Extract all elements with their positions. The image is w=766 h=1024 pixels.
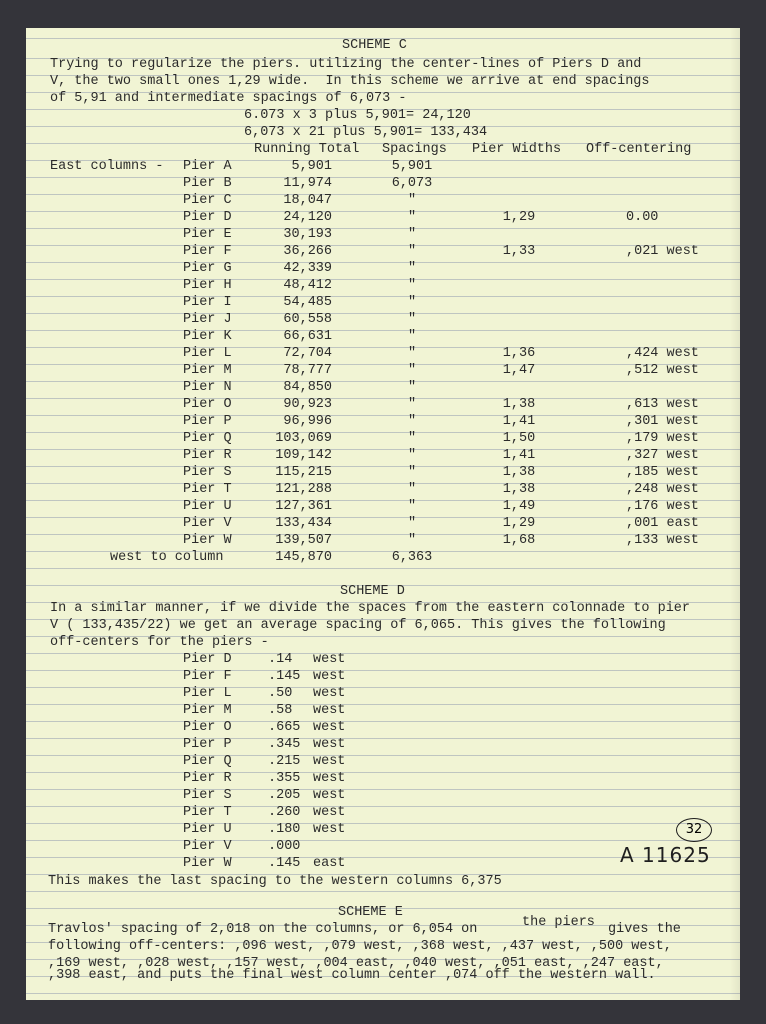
catalog-number: A 11625 [620, 843, 711, 867]
scheme-c-running-total: 90,923 [283, 397, 332, 412]
scheme-d-pier-name: Pier O [183, 720, 232, 735]
scheme-c-off-centering: ,185 west [626, 465, 699, 480]
scheme-c-pier-width: 1,29 [502, 210, 536, 225]
header-running-total: Running Total [254, 142, 360, 157]
scheme-c-spacing: " [407, 448, 417, 463]
scheme-c-running-total: 84,850 [283, 380, 332, 395]
scheme-c-pier-width: 1,38 [502, 482, 536, 497]
scheme-c-spacing: " [407, 397, 417, 412]
scheme-d-off-center-direction: west [313, 822, 346, 837]
scheme-c-running-total: 78,777 [283, 363, 332, 378]
scheme-d-off-center-value: .345 [268, 737, 301, 752]
scheme-c-pier-name: Pier B [183, 176, 232, 191]
scheme-c-spacing: " [407, 193, 417, 208]
scheme-e-line-4: ,398 east, and puts the final west column center ,074 off the western wall. [48, 968, 656, 983]
scheme-c-off-centering: ,179 west [626, 431, 699, 446]
scheme-d-pier-name: Pier Q [183, 754, 232, 769]
scheme-c-spacing: " [407, 227, 417, 242]
scheme-c-pier-width: 1,41 [502, 448, 536, 463]
scheme-c-pier-width: 1,36 [502, 346, 536, 361]
scheme-c-off-centering: ,021 west [626, 244, 699, 259]
scheme-c-running-total: 145,870 [275, 550, 332, 565]
scheme-d-pier-name: Pier W [183, 856, 232, 871]
scheme-c-off-centering: ,133 west [626, 533, 699, 548]
scheme-d-pier-name: Pier D [183, 652, 232, 667]
scheme-d-pier-name: Pier U [183, 822, 232, 837]
scheme-c-running-total: 72,704 [283, 346, 332, 361]
scheme-c-pier-width: 1,47 [502, 363, 536, 378]
scheme-c-spacing: " [407, 499, 417, 514]
page-number: 32 [685, 822, 703, 837]
scheme-d-off-center-direction: west [313, 737, 346, 752]
scheme-d-off-center-direction: west [313, 754, 346, 769]
scheme-d-off-center-direction: east [313, 856, 346, 871]
scheme-c-pier-name: Pier A [183, 159, 232, 174]
scheme-e-line-3: ,169 west, ,028 west, ,157 west, ,004 east, ,040 west, ,051 east, ,247 east, [48, 956, 664, 971]
scheme-c-pier-name: Pier J [183, 312, 232, 327]
scheme-c-pier-width: 1,29 [502, 516, 536, 531]
scheme-d-pier-name: Pier F [183, 669, 232, 684]
scheme-c-pier-name: Pier G [183, 261, 232, 276]
scheme-d-off-center-direction: west [313, 703, 346, 718]
scheme-c-off-centering: ,176 west [626, 499, 699, 514]
scheme-d-off-center-value: .180 [268, 822, 301, 837]
scheme-c-spacing: " [407, 516, 417, 531]
scheme-d-off-center-direction: west [313, 788, 346, 803]
east-columns-label: East columns - [50, 159, 164, 174]
scheme-c-pier-width: 1,50 [502, 431, 536, 446]
scheme-d-off-center-direction: west [313, 652, 346, 667]
scheme-e-line-1c: gives the [608, 922, 681, 937]
scheme-c-spacing: " [407, 244, 417, 259]
scheme-c-spacing: " [407, 261, 417, 276]
scheme-d-pier-name: Pier V [183, 839, 232, 854]
scheme-c-running-total: 48,412 [283, 278, 332, 293]
scheme-c-pier-name: Pier L [183, 346, 232, 361]
scheme-c-pier-name: Pier R [183, 448, 232, 463]
scheme-c-pier-name: Pier D [183, 210, 232, 225]
scheme-d-off-center-value: .145 [268, 856, 301, 871]
scheme-c-pier-name: Pier K [183, 329, 232, 344]
scheme-c-pier-name: Pier S [183, 465, 232, 480]
scheme-c-spacing: " [407, 465, 417, 480]
scheme-d-off-center-direction: west [313, 686, 346, 701]
scheme-d-pier-name: Pier L [183, 686, 232, 701]
header-spacings: Spacings [382, 142, 447, 157]
scheme-c-spacing: 6,363 [391, 550, 433, 565]
scheme-c-off-centering: ,327 west [626, 448, 699, 463]
scheme-c-spacing: " [407, 380, 417, 395]
scheme-d-pier-name: Pier M [183, 703, 232, 718]
scheme-c-spacing: " [407, 329, 417, 344]
scheme-e-line-1a: Travlos' spacing of 2,018 on the columns, or 6,054 on [48, 922, 478, 937]
scheme-c-off-centering: ,001 east [626, 516, 699, 531]
scheme-c-off-centering: ,301 west [626, 414, 699, 429]
scheme-d-off-center-value: .145 [268, 669, 301, 684]
scheme-c-running-total: 139,507 [275, 533, 332, 548]
scheme-d-pier-name: Pier R [183, 771, 232, 786]
scheme-c-pier-name: Pier N [183, 380, 232, 395]
formula-2: 6,073 x 21 plus 5,901= 133,434 [244, 125, 488, 140]
scheme-c-running-total: 24,120 [283, 210, 332, 225]
scheme-c-pier-width: 1,41 [502, 414, 536, 429]
scheme-c-pier-name: Pier E [183, 227, 232, 242]
scheme-d-intro-line-2: V ( 133,435/22) we get an average spacing of 6,065. This gives the following [50, 618, 666, 633]
scheme-c-pier-name: Pier H [183, 278, 232, 293]
scheme-c-running-total: 36,266 [283, 244, 332, 259]
scheme-d-pier-name: Pier S [183, 788, 232, 803]
scheme-c-running-total: 18,047 [283, 193, 332, 208]
scheme-c-pier-width: 1,68 [502, 533, 536, 548]
scheme-c-spacing: 6,073 [391, 176, 433, 191]
scheme-c-pier-name: Pier C [183, 193, 232, 208]
scheme-c-pier-name: Pier Q [183, 431, 232, 446]
scheme-c-pier-name: Pier P [183, 414, 232, 429]
scheme-c-spacing: 5,901 [391, 159, 433, 174]
scheme-c-off-centering: ,424 west [626, 346, 699, 361]
scheme-c-title: SCHEME C [342, 38, 407, 53]
scheme-e-title: SCHEME E [338, 905, 403, 920]
scheme-d-off-center-value: .58 [268, 703, 293, 718]
scheme-c-off-centering: 0.00 [626, 210, 659, 225]
scheme-c-intro-line-2: V, the two small ones 1,29 wide. In this scheme we arrive at end spacings [50, 74, 650, 89]
scheme-c-spacing: " [407, 295, 417, 310]
scheme-c-running-total: 121,288 [275, 482, 332, 497]
scheme-c-spacing: " [407, 533, 417, 548]
document-page [26, 28, 740, 1000]
scheme-c-pier-name: Pier V [183, 516, 232, 531]
scheme-d-off-center-value: .50 [268, 686, 293, 701]
scheme-c-spacing: " [407, 414, 417, 429]
scheme-c-pier-name: Pier I [183, 295, 232, 310]
scheme-d-off-center-direction: west [313, 805, 346, 820]
scheme-c-pier-name: Pier O [183, 397, 232, 412]
scheme-e-line-2: following off-centers: ,096 west, ,079 west, ,368 west, ,437 west, ,500 west, [48, 939, 672, 954]
scheme-c-intro-line-3: of 5,91 and intermediate spacings of 6,073 - [50, 91, 407, 106]
scheme-c-running-total: 11,974 [283, 176, 332, 191]
scheme-c-spacing: " [407, 210, 417, 225]
scheme-d-conclusion: This makes the last spacing to the western columns 6,375 [48, 874, 502, 889]
scheme-c-running-total: 66,631 [283, 329, 332, 344]
scheme-c-running-total: 133,434 [275, 516, 332, 531]
scheme-c-pier-name: Pier F [183, 244, 232, 259]
scheme-c-running-total: 5,901 [291, 159, 332, 174]
scheme-c-pier-name: Pier M [183, 363, 232, 378]
scheme-c-pier-width: 1,38 [502, 397, 536, 412]
scheme-d-title: SCHEME D [340, 584, 405, 599]
scheme-c-running-total: 127,361 [275, 499, 332, 514]
scheme-d-off-center-value: .215 [268, 754, 301, 769]
scheme-c-pier-name: west to column [110, 550, 224, 565]
page-number-circle [676, 818, 712, 842]
scheme-c-off-centering: ,613 west [626, 397, 699, 412]
scheme-d-off-center-value: .14 [268, 652, 293, 667]
scheme-c-pier-width: 1,33 [502, 244, 536, 259]
scheme-c-pier-name: Pier T [183, 482, 232, 497]
scheme-d-pier-name: Pier P [183, 737, 232, 752]
scheme-c-spacing: " [407, 346, 417, 361]
scheme-c-spacing: " [407, 312, 417, 327]
scheme-c-running-total: 103,069 [275, 431, 332, 446]
scheme-e-line-1b: the piers [522, 915, 595, 930]
scheme-c-spacing: " [407, 363, 417, 378]
scheme-c-pier-width: 1,49 [502, 499, 536, 514]
scheme-c-running-total: 42,339 [283, 261, 332, 276]
scheme-d-off-center-direction: west [313, 669, 346, 684]
scheme-c-running-total: 109,142 [275, 448, 332, 463]
header-pier-widths: Pier Widths [472, 142, 562, 157]
scheme-c-pier-name: Pier W [183, 533, 232, 548]
scheme-d-off-center-value: .205 [268, 788, 301, 803]
scheme-c-running-total: 96,996 [283, 414, 332, 429]
scheme-d-off-center-direction: west [313, 771, 346, 786]
scheme-c-intro-line-1: Trying to regularize the piers. utilizing the center-lines of Piers D and [50, 57, 642, 72]
scheme-d-off-center-value: .355 [268, 771, 301, 786]
scheme-d-off-center-value: .000 [268, 839, 301, 854]
header-off-centering: Off-centering [586, 142, 692, 157]
scheme-c-off-centering: ,512 west [626, 363, 699, 378]
scheme-c-pier-width: 1,38 [502, 465, 536, 480]
scheme-c-off-centering: ,248 west [626, 482, 699, 497]
scheme-d-off-center-value: .665 [268, 720, 301, 735]
scheme-d-off-center-value: .260 [268, 805, 301, 820]
formula-1: 6.073 x 3 plus 5,901= 24,120 [244, 108, 471, 123]
scheme-c-running-total: 115,215 [275, 465, 332, 480]
scheme-c-running-total: 54,485 [283, 295, 332, 310]
scheme-d-intro-line-3: off-centers for the piers - [50, 635, 269, 650]
scheme-c-running-total: 30,193 [283, 227, 332, 242]
scheme-c-spacing: " [407, 278, 417, 293]
scheme-c-running-total: 60,558 [283, 312, 332, 327]
scheme-c-spacing: " [407, 431, 417, 446]
scheme-c-spacing: " [407, 482, 417, 497]
scheme-d-pier-name: Pier T [183, 805, 232, 820]
scheme-d-off-center-direction: west [313, 720, 346, 735]
scheme-c-pier-name: Pier U [183, 499, 232, 514]
scheme-d-intro-line-1: In a similar manner, if we divide the spaces from the eastern colonnade to pier [50, 601, 691, 616]
